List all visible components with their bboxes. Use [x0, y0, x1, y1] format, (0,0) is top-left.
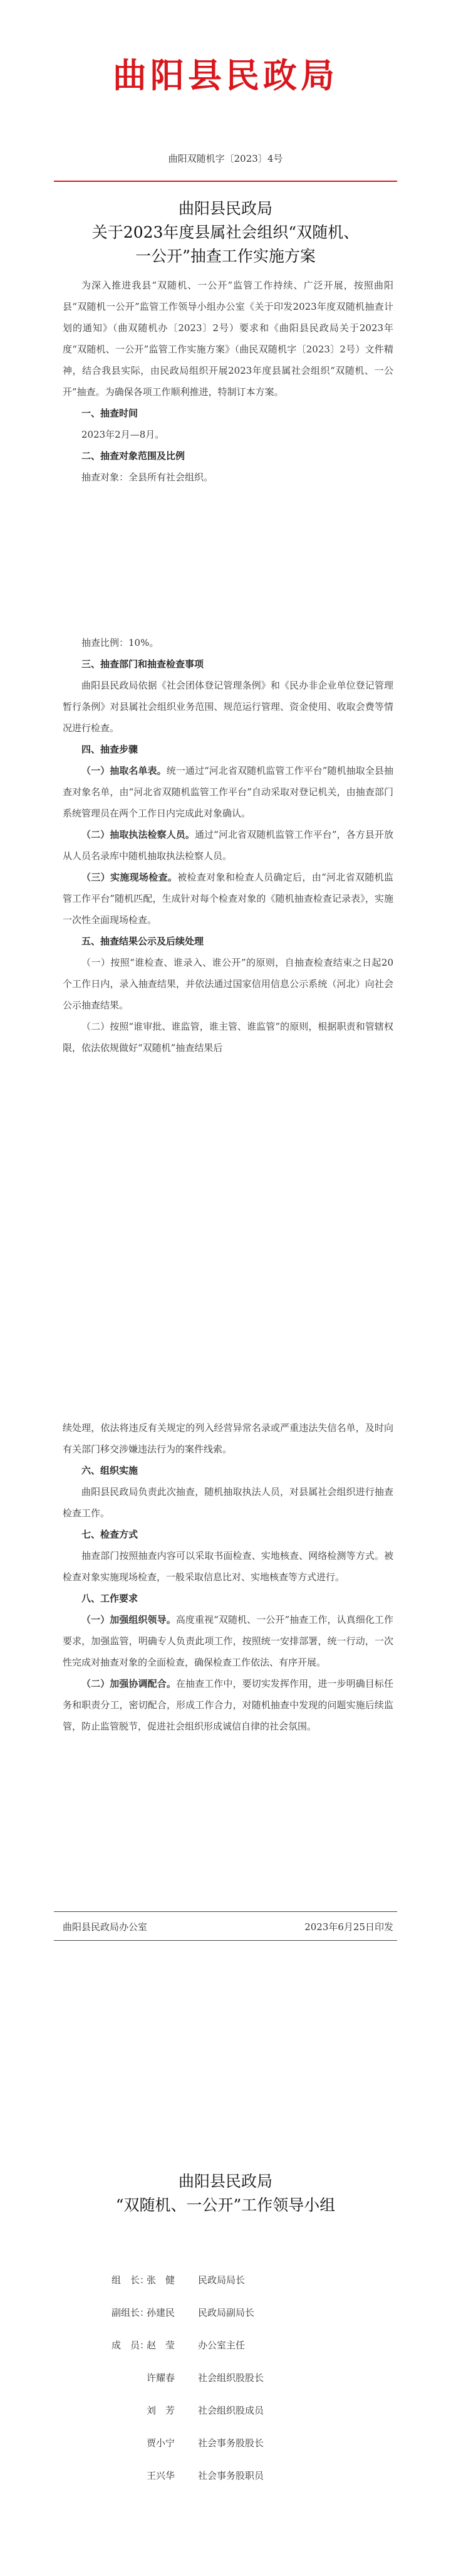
group-title-line: 曲阳县民政局	[178, 2172, 272, 2190]
section-7-heading: 七、检查方式	[81, 1529, 138, 1540]
member-name: 赵 莹	[147, 2340, 175, 2351]
section-5-para-1: （一）按照“谁检查、谁录入、谁公开”的原则，自抽查检查结束之日起20个工作日内，录入抽查结果，并依法通过国家信用信息公示系统（河北）向社会公示抽查结果。	[63, 957, 393, 1011]
step-1-text: 统一通过“河北省双随机监管工作平台”随机抽取全县抽查对象名单，由“河北省双随机监管工作平台”自动采取对登记机关，由抽查部门系统管理员在两个工作日内完成此对象确认。	[63, 765, 393, 819]
section-2-ratio: 抽查比例：10%。	[81, 637, 159, 648]
section-4-step-2	[63, 824, 393, 867]
group-title	[0, 2170, 451, 2217]
section-7-text: 抽查部门按照抽查内容可以采取书面检查、实地核查、网络检测等方式。被检查对象实施现场检查，一般采取信息比对、实地核查等方式进行。	[63, 1550, 393, 1583]
section-5-heading: 五、抽查结果公示及后续处理	[81, 936, 204, 947]
document-title	[0, 197, 451, 268]
section-2-object: 抽查对象：全县所有社会组织。	[81, 472, 214, 483]
section-4-step-1	[63, 760, 393, 824]
section-5-para-3: 续处理，依法将违反有关规定的列入经营异常名录或严重违法失信名单，及时向有关部门移交涉嫌违法行为的案件线索。	[63, 1422, 393, 1455]
footer-bottom-rule	[54, 1940, 397, 1941]
member-name: 贾小宁	[147, 2437, 175, 2449]
document-number: 曲阳双随机字〔2023〕4号	[168, 153, 283, 164]
step-2-text: 通过“河北省双随机监管工作平台”，各方县开放从人员名录库中随机抽取执法检察人员。	[63, 829, 393, 862]
section-2-heading: 二、抽查对象范围及比例	[81, 450, 185, 462]
red-divider-line	[54, 181, 397, 182]
step-3-text: 被检查对象和检查人员确定后，由“河北省双随机监管工作平台”随机匹配，生成针对每个检查对象的《随机抽查检查记录表》，实施一次性全面现场检查。	[63, 872, 393, 926]
member-row	[111, 2427, 375, 2459]
issuing-office: 曲阳县民政局办公室	[63, 1921, 148, 1933]
section-3-heading: 三、抽查部门和抽查检查事项	[81, 658, 204, 670]
step-1-label: （一）抽取名单表。	[81, 765, 167, 776]
title-line: 一公开”抽查工作实施方案	[135, 247, 316, 265]
member-row	[111, 2459, 375, 2492]
member-position: 民政局局长	[198, 2274, 246, 2286]
req-2-text: 在抽查工作中，要切实发挥作用，进一步明确目标任务和职责分工，密切配合，形成工作合力，对随机抽查中发现的问题实施后续监管，防止监管脱节，促进社会组织形成诚信自律的社会氛围。	[63, 1678, 393, 1732]
member-name: 王兴华	[147, 2470, 175, 2481]
red-header-banner: 曲阳县民政局	[113, 55, 338, 95]
member-position: 社会事务股股长	[198, 2437, 264, 2449]
req-2-label: （二）加强协调配合。	[81, 1678, 176, 1689]
title-line: 曲阳县民政局	[178, 199, 272, 218]
member-position: 社会组织股股长	[198, 2372, 264, 2383]
req-1-label: （一）加强组织领导。	[81, 1614, 176, 1625]
member-name: 张 健	[147, 2274, 175, 2286]
step-3-label: （三）实施现场检查。	[81, 872, 178, 883]
member-row	[111, 2394, 375, 2427]
section-8-req-1	[63, 1609, 393, 1673]
section-8-heading: 八、工作要求	[81, 1593, 138, 1604]
issue-date: 2023年6月25日印发	[304, 1921, 393, 1933]
member-row	[111, 2362, 375, 2394]
section-1-text: 2023年2月—8月。	[81, 429, 165, 440]
intro-paragraph: 为深入推进我县“双随机、一公开”监管工作持续、广泛开展，按照曲阳县“双随机一公开”监管工作领导小组办公室《关于印发2023年度双随机抽查计划的通知》（曲双随机办〔2023〕2号）要求和《曲阳县民政局关于2023年度“双随机、一公开”监管工作实施方案》（曲民双随机字〔2023〕2号）文件精神，结合我县实际，由民政局组织开展2023年度县属社会组织“双随机、一公开”抽查。为确保各项工作顺利推进，特制订本方案。	[63, 280, 393, 398]
member-name: 许耀春	[147, 2372, 175, 2383]
req-1-text: 高度重视“双随机、一公开”抽查工作，认真细化工作要求，加强监管，明确专人负责此项工作，按照统一安排部署，统一行动，一次性完成对抽查对象的全面检查，确保检查工作依法、有序开展。	[63, 1614, 393, 1668]
footer-top-rule	[54, 1911, 397, 1912]
group-title-line: “双随机、一公开”工作领导小组	[115, 2196, 336, 2214]
section-1-heading: 一、抽查时间	[81, 408, 138, 419]
member-list	[111, 2264, 375, 2492]
member-row	[111, 2296, 375, 2329]
member-role: 组 长：	[111, 2274, 150, 2286]
member-position: 社会事务股职员	[198, 2470, 264, 2481]
member-role: 成 员：	[111, 2340, 150, 2351]
section-6-heading: 六、组织实施	[81, 1465, 138, 1476]
section-8-req-2	[63, 1673, 393, 1737]
document-body-part1	[63, 275, 393, 1058]
member-name: 孙建民	[147, 2307, 175, 2318]
document-body-part2	[63, 1417, 393, 1737]
blank-space	[63, 488, 393, 632]
section-4-heading: 四、抽查步骤	[81, 744, 138, 755]
section-6-text: 曲阳县民政局负责此次抽查，随机抽取执法人员，对县属社会组织进行抽查检查工作。	[63, 1486, 393, 1519]
footer-imprint	[63, 1920, 393, 1933]
member-position: 民政局副局长	[198, 2307, 255, 2318]
member-position: 办公室主任	[198, 2340, 246, 2351]
title-line: 关于2023年度县属社会组织“双随机、	[91, 223, 360, 241]
member-row	[111, 2329, 375, 2362]
section-5-para-2: （二）按照“谁审批、谁监管，谁主管、谁监管”的原则，根据职责和管辖权限，依法依规做好“双随机”抽查结果后	[63, 1021, 393, 1053]
section-4-step-3	[63, 867, 393, 931]
member-name: 刘 芳	[147, 2405, 175, 2416]
member-role: 副组长：	[111, 2307, 150, 2318]
step-2-label: （二）抽取执法检察人员。	[81, 829, 195, 840]
member-row	[111, 2264, 375, 2296]
section-3-text: 曲阳县民政局依据《社会团体登记管理条例》和《民办非企业单位登记管理暂行条例》对县属社会组织业务范围、规范运行管理、资金使用、收取会费等情况进行检查。	[63, 680, 393, 734]
member-position: 社会组织股成员	[198, 2405, 264, 2416]
